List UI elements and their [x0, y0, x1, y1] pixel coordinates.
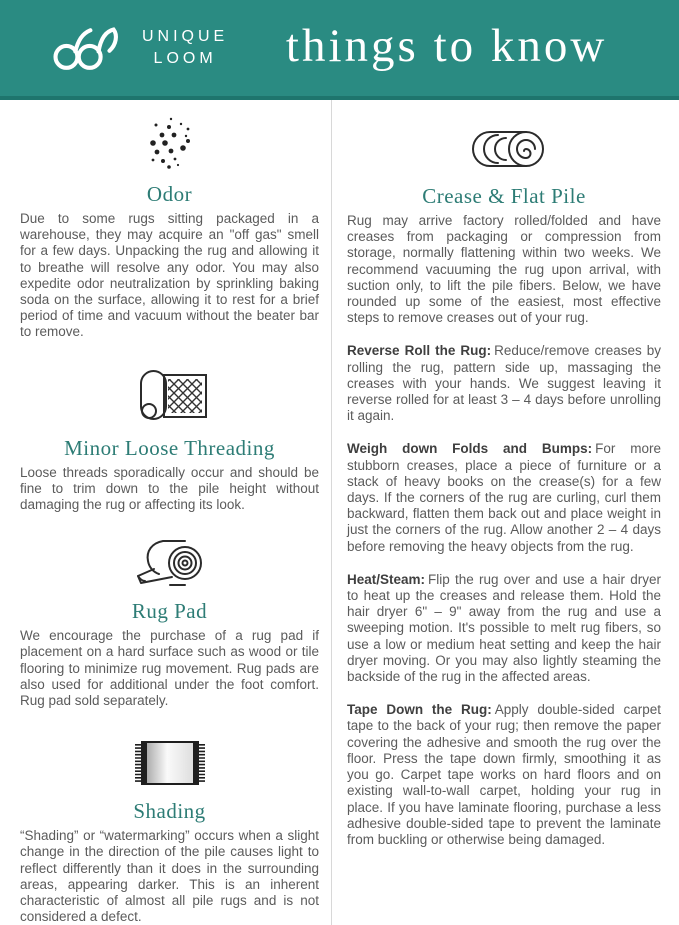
crease-flat-pile-heading: Crease & Flat Pile [422, 184, 586, 208]
rug-pad-body: We encourage the purchase of a rug pad if placement on a hard surface such as wood or tile flooring to minimize rug movement. Rug pads are also used for additional under the foot comfort. Rug pad sold separately. [20, 628, 319, 709]
odor-heading: Odor [146, 182, 193, 206]
odor-specks-icon [20, 116, 319, 175]
header-banner [0, 0, 679, 100]
step-reverse-roll-text: Reduce/remove creases by rolling the rug, pattern side up, massaging the creases with your hands. We suggest leaving it reverse rolled for at least 3 – 4 days before unrolling it again. [347, 343, 662, 424]
odor-body: Due to some rugs sitting packaged in a warehouse, they may acquire an "off gas" smell for a few days. Unpacking the rug and allowing it to breathe will resolve any odor. You may also expedite odor neutralization by sprinkling baking soda on the surface, allowing it to rest for a brief period of time and vacuum without the beater bar to remove. [20, 211, 319, 340]
rug-pad-roll-icon [20, 535, 319, 592]
minor-loose-threading-heading: Minor Loose Threading [64, 435, 275, 460]
brand-block [48, 19, 228, 77]
step-tape-down-text: Apply double-sided carpet tape to the back of your rug; then remove the paper covering the adhesive and smooth the rug over the floor. Press the tape down firmly, smoothing it as you go. Carpet tape works on hard floors and on existing wall-to-wall carpet, holding your rug in place. If you have laminate flooring, purchase a less adhesive double-sided tape to prevent the laminate from buckling or otherwise being damaged. [347, 702, 661, 847]
section-crease-flat-pile [347, 126, 661, 326]
step-weigh-down-label: Weigh down Folds and Bumps: [347, 441, 593, 457]
minor-loose-threading-body: Loose threads sporadically occur and should be fine to trim down to the pile height without damaging the rug or affecting its look. [20, 464, 319, 513]
brand-name-line2: LOOM [153, 50, 217, 67]
step-reverse-roll-label: Reverse Roll the Rug: [347, 343, 492, 359]
step-reverse-roll [347, 343, 661, 424]
unique-loom-logo-icon [48, 19, 130, 77]
shading-body: “Shading” or “watermarking” occurs when a slight change in the direction of the pile causes light to reflect differently than it does in the surrounding areas, appearing darker. This is an inherent characteristic of almost all pile rugs and is not considered a defect. [20, 828, 319, 925]
step-weigh-down-text: For more stubborn creases, place a piece of furniture or a stack of heavy books on the crease(s) for a few days. If the corners of the rug are curling, curl them backward, flatten them back out and place weight in just the corners of the rug. Allow another 2 – 4 days before removing the heavy objects from the rug. [347, 441, 661, 554]
page-title: things to know [285, 20, 608, 72]
step-heat-steam [347, 572, 661, 685]
step-heat-steam-label: Heat/Steam: [347, 571, 426, 587]
crease-flat-pile-intro: Rug may arrive factory rolled/folded and have creases from packaging or compression from storage, normally flattening within two weeks. We recommend vacuuming the rug upon arrival, with suction only, to lift the pile fibers. Below, we have rounded up some of the easiest, most effective steps to remove creases out of your rug. [347, 213, 661, 326]
brand-name-line1: UNIQUE [142, 28, 229, 46]
step-tape-down [347, 702, 661, 848]
content-area [0, 100, 679, 925]
step-weigh-down [347, 441, 661, 554]
rolled-rug-crosshatch-icon [20, 366, 319, 429]
section-minor-loose-threading [20, 366, 319, 514]
shading-heading: Shading [133, 799, 206, 824]
section-shading [20, 739, 319, 925]
section-rug-pad [20, 535, 319, 709]
rolled-rug-spiral-icon [347, 126, 661, 177]
section-odor [20, 116, 319, 341]
rug-pad-heading: Rug Pad [131, 599, 208, 624]
brand-name [142, 26, 228, 69]
left-column [0, 100, 331, 925]
step-tape-down-label: Tape Down the Rug: [347, 702, 492, 718]
right-column [331, 100, 679, 925]
fringed-rug-shading-icon [20, 739, 319, 792]
step-heat-steam-text: Flip the rug over and use a hair dryer to heat up the creases and release them. Hold the hair dryer 6" – 9" away from the rug and use a sweeping motion. It's possible to melt rug fibers, so use a low or medium heat setting and keep the hair dryer moving. Or you may also lightly steaming the backside of the rug in the affected areas. [347, 571, 661, 685]
